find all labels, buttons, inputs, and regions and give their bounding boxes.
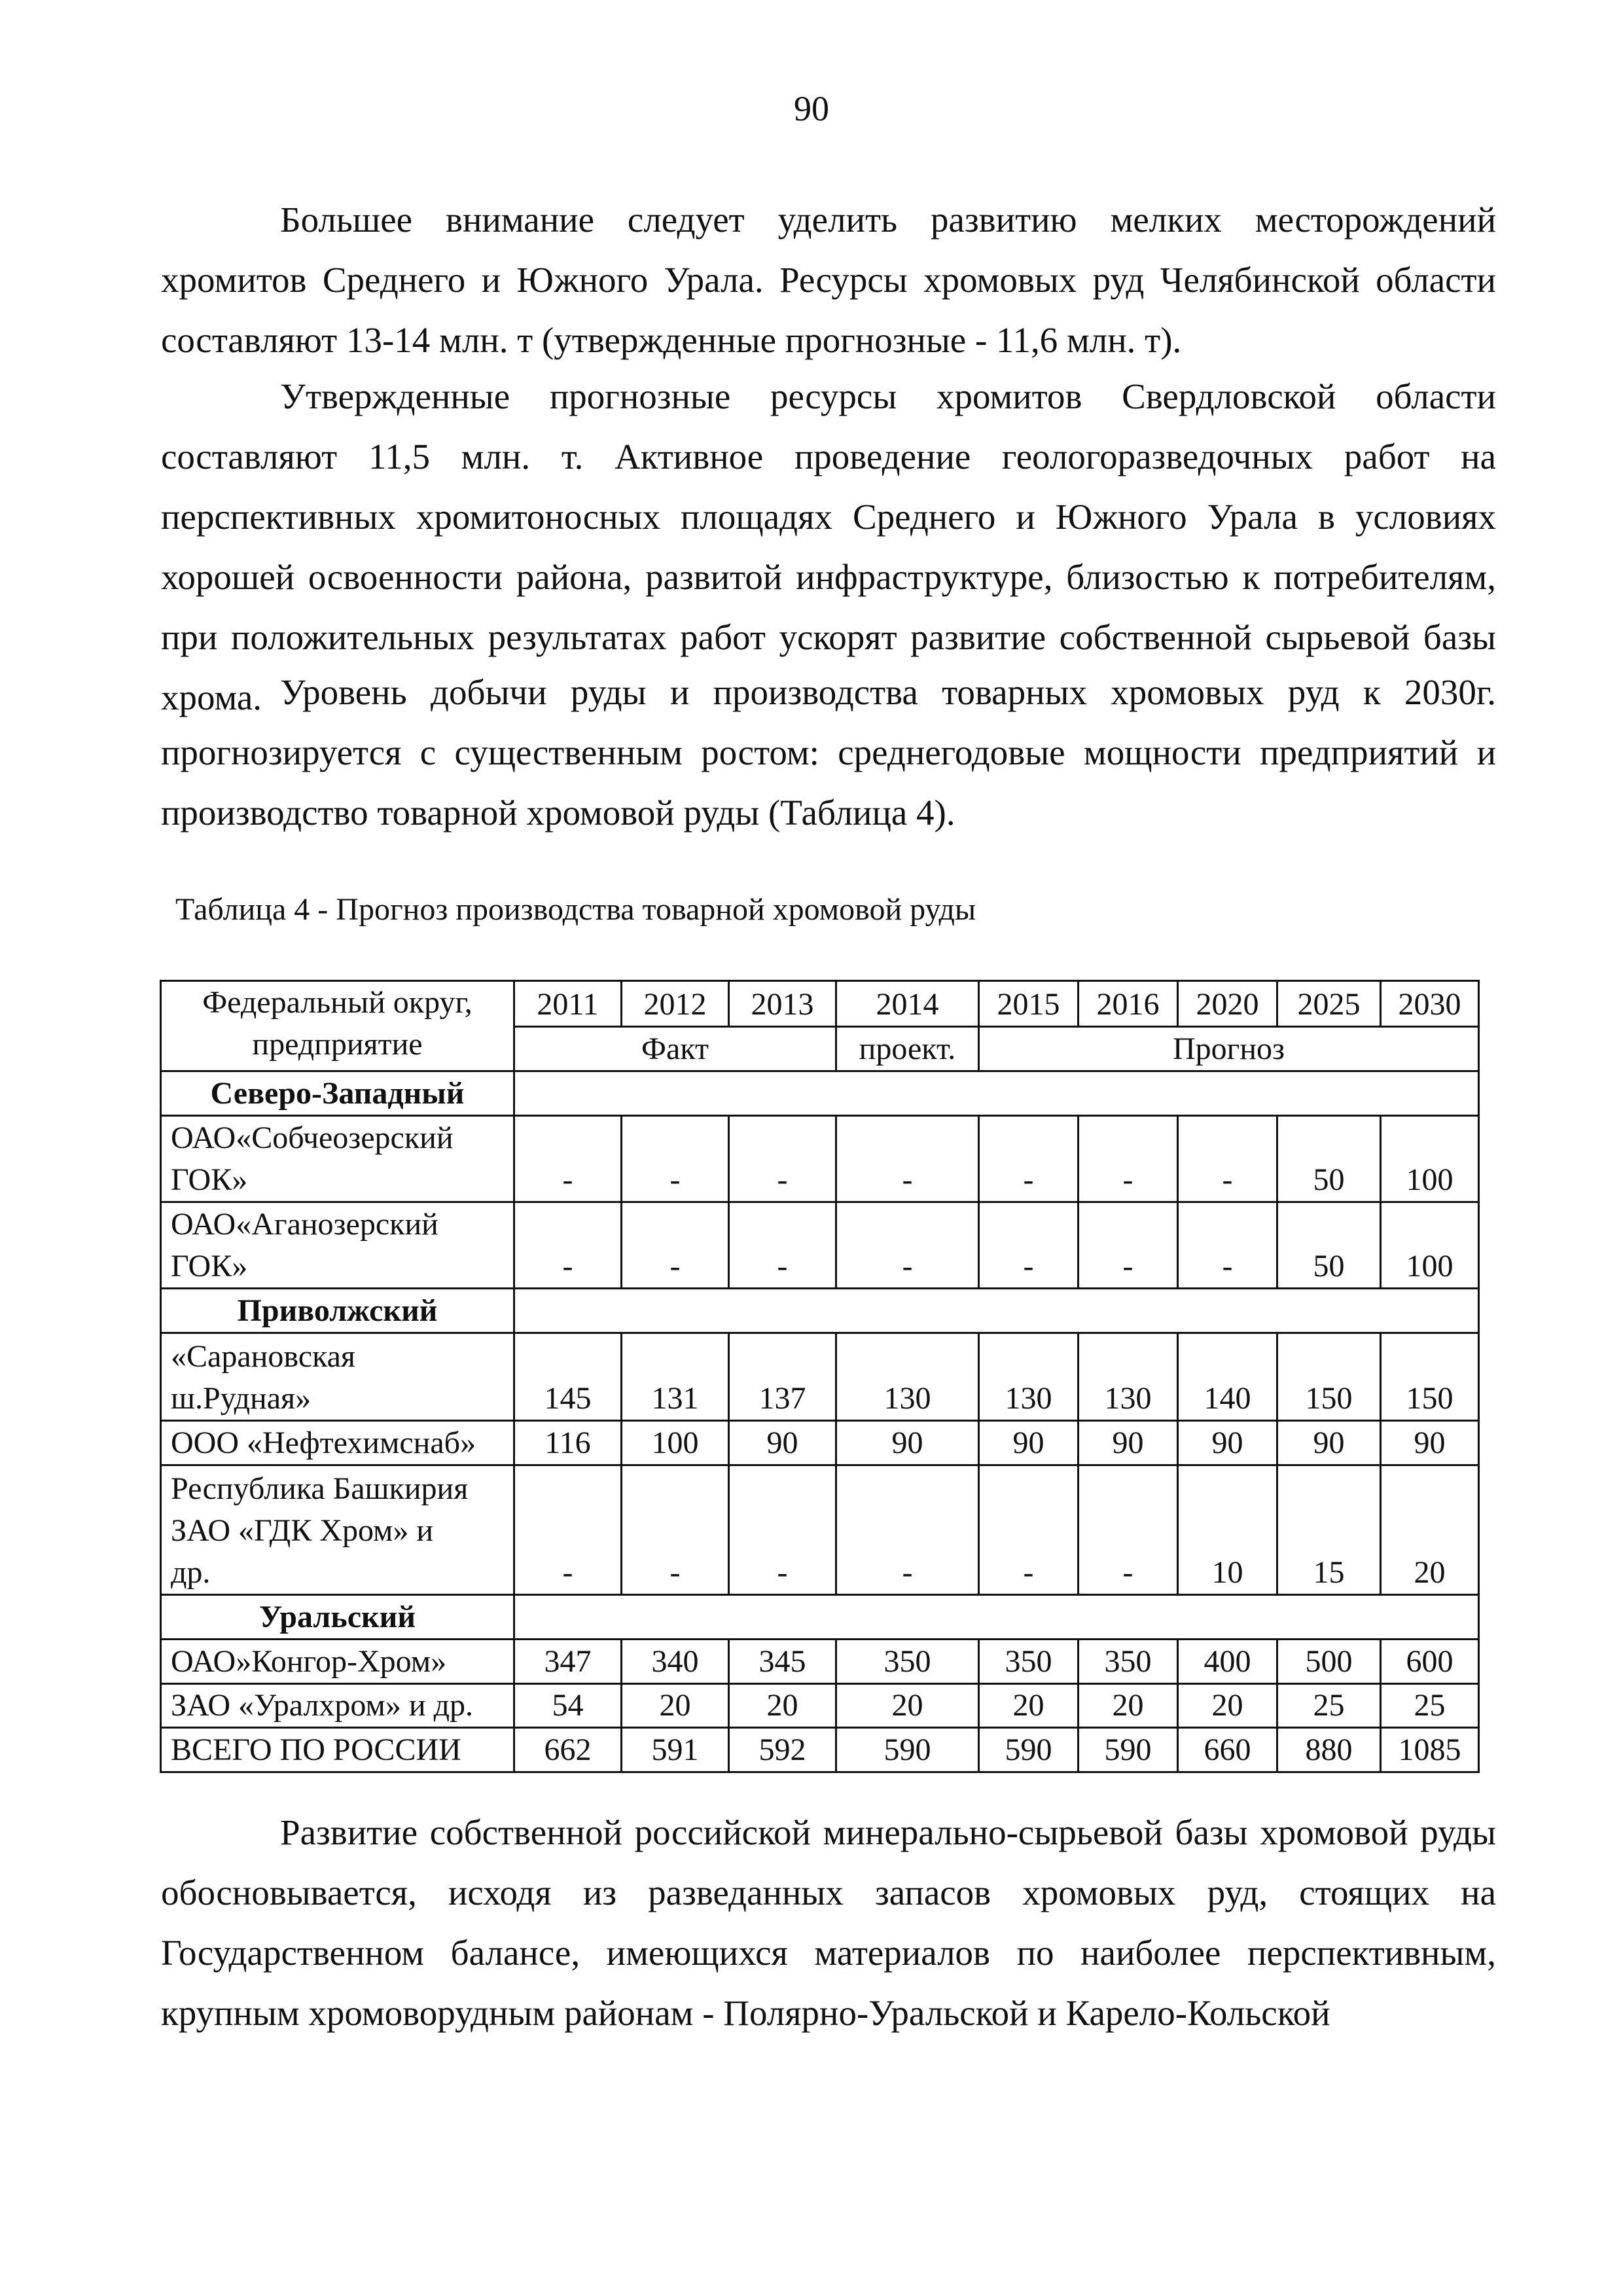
region-blank	[514, 1289, 1479, 1333]
header-name-cell	[161, 981, 514, 1071]
cell: -	[979, 1465, 1079, 1595]
row-label-line: ш.Рудная»	[171, 1381, 312, 1416]
region-name: Уральский	[161, 1595, 514, 1640]
row-label-line: ГОК»	[171, 1249, 248, 1283]
cell: -	[836, 1116, 979, 1202]
row-label-line: «Сарановская	[171, 1339, 355, 1374]
cell: 100	[1381, 1116, 1479, 1202]
row-label: ОАО»Конгор-Хром»	[161, 1640, 514, 1684]
cell: 54	[514, 1684, 622, 1728]
cell: 500	[1277, 1640, 1381, 1684]
cell: -	[836, 1465, 979, 1595]
table-row-total	[161, 1728, 1479, 1772]
cell: 50	[1277, 1202, 1381, 1289]
cell: 590	[1079, 1728, 1178, 1772]
cell: 880	[1277, 1728, 1381, 1772]
cell: 590	[836, 1728, 979, 1772]
cell: -	[1178, 1202, 1277, 1289]
cell: -	[1079, 1202, 1178, 1289]
cell: 660	[1178, 1728, 1277, 1772]
cell: 345	[729, 1640, 836, 1684]
year-header: 2030	[1381, 981, 1479, 1027]
header-name-line2: предприятие	[252, 1027, 423, 1062]
cell: -	[1079, 1116, 1178, 1202]
cell: -	[729, 1465, 836, 1595]
cell: 350	[979, 1640, 1079, 1684]
year-header: 2012	[622, 981, 729, 1027]
cell: 90	[1178, 1421, 1277, 1465]
cell: 90	[1079, 1421, 1178, 1465]
header-name-line1: Федеральный округ,	[202, 985, 473, 1020]
cell: 25	[1381, 1684, 1479, 1728]
cell: 20	[836, 1684, 979, 1728]
cell: -	[836, 1202, 979, 1289]
page-number: 90	[794, 89, 829, 128]
cell: 10	[1178, 1465, 1277, 1595]
cell: -	[1178, 1116, 1277, 1202]
year-header: 2013	[729, 981, 836, 1027]
cell: -	[514, 1202, 622, 1289]
cell: -	[979, 1202, 1079, 1289]
cell: 131	[622, 1333, 729, 1421]
header-years-row	[161, 981, 1479, 1027]
table-row-aganozersky	[161, 1202, 1479, 1289]
period-forecast: Прогноз	[979, 1027, 1479, 1071]
row-label	[161, 1465, 514, 1595]
cell: 592	[729, 1728, 836, 1772]
year-header: 2015	[979, 981, 1079, 1027]
cell: -	[514, 1116, 622, 1202]
region-name: Северо-Западный	[161, 1071, 514, 1116]
paragraph-2: Утвержденные прогнозные ресурсы хромитов Свердловской области составляют 11,5 млн. т. Активное проведение геологоразведочных работ на перспективных хромитоносных площадях Среднего и Южного Урала в условиях хорошей освоенности района, развитой инфраструктуре, близостью к потребителям, при положительных результатах работ ускорят развитие собственной сырьевой базы хрома.	[161, 376, 1496, 717]
cell: 90	[729, 1421, 836, 1465]
cell: -	[729, 1116, 836, 1202]
cell: 20	[622, 1684, 729, 1728]
table-row-neftekhimsnab	[161, 1421, 1479, 1465]
row-label	[161, 1333, 514, 1421]
row-label-line: др.	[171, 1555, 211, 1590]
cell: 100	[622, 1421, 729, 1465]
cell: -	[514, 1465, 622, 1595]
cell: 347	[514, 1640, 622, 1684]
cell: 350	[836, 1640, 979, 1684]
cell: 90	[979, 1421, 1079, 1465]
cell: 140	[1178, 1333, 1277, 1421]
cell: 350	[1079, 1640, 1178, 1684]
cell: -	[622, 1116, 729, 1202]
year-header: 2020	[1178, 981, 1277, 1027]
cell: -	[979, 1116, 1079, 1202]
cell: -	[1079, 1465, 1178, 1595]
row-label-line: ОАО«Аганозерский	[171, 1207, 438, 1242]
cell: 20	[729, 1684, 836, 1728]
region-row-ural	[161, 1595, 1479, 1640]
period-fact: Факт	[514, 1027, 836, 1071]
cell: 1085	[1381, 1728, 1479, 1772]
row-label-line: Республика Башкирия	[171, 1471, 469, 1506]
table-row-kongor	[161, 1640, 1479, 1684]
year-header: 2014	[836, 981, 979, 1027]
row-label: ЗАО «Уралхром» и др.	[161, 1684, 514, 1728]
cell: -	[622, 1465, 729, 1595]
cell: 340	[622, 1640, 729, 1684]
cell: 25	[1277, 1684, 1381, 1728]
cell: 130	[1079, 1333, 1178, 1421]
region-row-nw	[161, 1071, 1479, 1116]
row-label: ВСЕГО ПО РОССИИ	[161, 1728, 514, 1772]
cell: 145	[514, 1333, 622, 1421]
table-row-uralkhrom	[161, 1684, 1479, 1728]
region-blank	[514, 1595, 1479, 1640]
cell: 90	[1381, 1421, 1479, 1465]
table-row-bashkiria	[161, 1465, 1479, 1595]
row-label	[161, 1202, 514, 1289]
year-header: 2016	[1079, 981, 1178, 1027]
cell: 137	[729, 1333, 836, 1421]
cell: 150	[1381, 1333, 1479, 1421]
year-header: 2011	[514, 981, 622, 1027]
region-row-volga	[161, 1289, 1479, 1333]
cell: -	[622, 1202, 729, 1289]
cell: 20	[1079, 1684, 1178, 1728]
cell: -	[729, 1202, 836, 1289]
cell: 600	[1381, 1640, 1479, 1684]
region-name: Приволжский	[161, 1289, 514, 1333]
paragraph-3: Уровень добычи руды и производства товарных хромовых руд к 2030г. прогнозируется с существенным ростом: среднегодовые мощности предприятий и производство товарной хромовой руды (Таблица 4).	[161, 672, 1496, 833]
period-project: проект.	[836, 1027, 979, 1071]
row-label-line: ОАО«Собчеозерский	[171, 1121, 454, 1155]
paragraph-1: Большее внимание следует уделить развитию мелких месторождений хромитов Среднего и Южного Урала. Ресурсы хромовых руд Челябинской области составляют 13-14 млн. т (утвержденные прогнозные - 11,6 млн. т).	[161, 200, 1496, 360]
cell: 100	[1381, 1202, 1479, 1289]
cell: 591	[622, 1728, 729, 1772]
table-row-saranovskaya	[161, 1333, 1479, 1421]
forecast-table	[160, 980, 1480, 1773]
row-label: ООО «Нефтехимснаб»	[161, 1421, 514, 1465]
cell: 400	[1178, 1640, 1277, 1684]
cell: 20	[1381, 1465, 1479, 1595]
paragraph-4: Развитие собственной российской минерально-сырьевой базы хромовой руды обосновывается, исходя из разведанных запасов хромовых руд, стоящих на Государственном балансе, имеющихся материалов по наиболее перспективным, крупным хромоворудным районам - Полярно-Уральской и Карело-Кольской	[161, 1812, 1496, 2033]
table-caption: Таблица 4 - Прогноз производства товарной хромовой руды	[175, 892, 976, 927]
cell: 130	[836, 1333, 979, 1421]
region-blank	[514, 1071, 1479, 1116]
cell: 130	[979, 1333, 1079, 1421]
cell: 20	[1178, 1684, 1277, 1728]
cell: 50	[1277, 1116, 1381, 1202]
cell: 20	[979, 1684, 1079, 1728]
cell: 150	[1277, 1333, 1381, 1421]
table-row-sobcheozersky	[161, 1116, 1479, 1202]
cell: 90	[1277, 1421, 1381, 1465]
row-label-line: ЗАО «ГДК Хром» и	[171, 1513, 434, 1548]
year-header: 2025	[1277, 981, 1381, 1027]
cell: 116	[514, 1421, 622, 1465]
cell: 590	[979, 1728, 1079, 1772]
row-label	[161, 1116, 514, 1202]
cell: 15	[1277, 1465, 1381, 1595]
row-label-line: ГОК»	[171, 1162, 248, 1197]
cell: 662	[514, 1728, 622, 1772]
cell: 90	[836, 1421, 979, 1465]
